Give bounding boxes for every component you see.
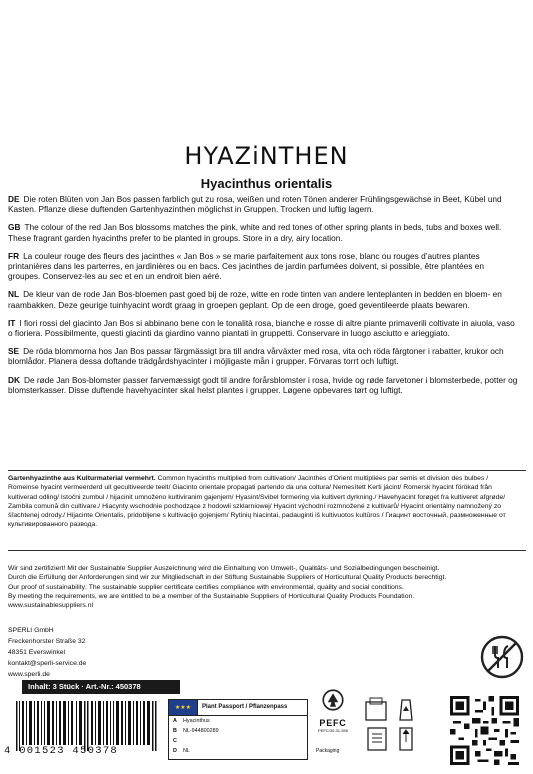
plant-passport [168,699,308,760]
plant-passport-row: B NL-944800289 [173,728,219,734]
recycling-icons [362,694,432,756]
plant-passport-header [169,700,307,716]
product-latin-name: Hyacinthus orientalis [200,176,333,191]
divider [8,470,526,471]
pefc-logo: PEFC PEFC/30-31-596 Packaging [314,688,352,758]
title-block [0,142,533,191]
plant-passport-row: A Hyacinthus [173,718,210,724]
plant-passport-row: D NL [173,748,190,754]
propagation-note: Gartenhyazinthe aus Kulturmaterial vermehrt. Common hyacinths multiplied from cultivation/ Jacinthes d’Orient multipliées par semis et division des bulbes / Romeinse hyacint vermeerderd uit gecultiveerde teelt/ Giacinto orientale propagati partendo da una coltura/ Nemesített Kerti jácint/ Romersk hyacint förökad från kultiverad odling/ Istočni zumbul / hijacinit umnoženo kultiviranim gajenjem/ Hyasint/Svibel formering via kultivert dyrkning./ Havehyacint forøget fra kultiveret afgrøde/ Zambila comună din cultivare./ Hiacynty wschodnie pochodzące z hodowli szklarniowej/ Hyacint východní rozmnožené z kultivarů/ Hyacint orientálny namnožený zo šľachtenej odrody./ Hijacinte Orientalis, pridobljene s kultivacijo gojenjem/ Rytinių hiacintai, padauginti iš kultivuotos kultūros / Гиацинт восточный, размноженные от культивированного развода. [8,475,506,529]
pefc-tree-icon [318,688,348,712]
qr-code [450,696,519,765]
certification-note: Wir sind zertifiziert! Mit der Sustainable Supplier Auszeichnung wird die Einhaltung von Umwelt-, Qualitäts- und Sozialbedingungen bescheinigt. Durch die Erfüllung der Anforderungen sind wir zur Mitgliedschaft in der Stiftung Sustainable Suppliers of Horticultural Quality Products berechtigt. Our proof of sustainability: The sustainable supplier certificate certifies compliance with environmental, quality and social conditions. By meeting the requirements, we are entitled to be a member of the Sustainable Suppliers of Horticultural Quality Products Foundation. www.sustainablesuppliers.nl [8,565,447,610]
no-eat-icon [479,634,525,680]
eu-flag-icon: ★★★ [169,700,198,715]
content-article-bar: Inhalt: 3 Stück · Art.-Nr.: 450378 [22,680,180,694]
lang-gb: GB The colour of the red Jan Bos blossoms matches the pink, white and red tones of other spring plants in beds, tubs and boxes well. These fragrant garden hyacinths prefer to be planted in groups. Store in a dry, airy location. [8,222,502,243]
barcode-number: 4 001523 450378 [4,745,119,757]
plant-passport-title: Plant Passport / Pflanzenpass [202,704,288,710]
product-title: HYAZiNTHEN [184,142,349,170]
lang-se: SE De röda blommorna hos Jan Bos passar färgmässigt bra till andra vårväxter med rosa, vita och röda färgtoner i rabatter, krukor och blomlådor. Planera dessa doftande trädgårdshyacinter i möjligaste mån i grupper. Förvaras torrt och luftigt. [8,346,504,367]
lang-it: IT I fiori rossi del giacinto Jan Bos si abbinano bene con le tonalità rosa, bianche e rosse di altre piante primaverili coltivate in aiuola, vaso o fioriera. Possibilmente, questi giacinti da giardino vanno piantati in gruppetti. Conservare in luogo asciutto e arieggiato. [8,317,515,339]
lang-fr: FR La couleur rouge des fleurs des jacinthes « Jan Bos » se marie parfaitement aux tons rose, blanc ou rouges d’autres plantes printanières dans les parterres, en jardinières ou en bacs. Ces jacinthes de jardin parfumées doivent, si possible, être plantées en groupes. Conservez-les au sec et en un endroit bien aéré. [8,250,484,282]
lang-dk: DK De røde Jan Bos-blomster passer farvemæssigt godt til andre forårsblomster i rosa, hvide og røde farvetoner i blomsterbede, potter og blomsterkasser. Disse duftende havehyacinter skal helst plantes i grupper. Løgene opbevares tørt og luftigt. [8,374,518,395]
plant-passport-row: C [173,738,177,744]
divider [8,550,526,551]
lang-nl: NL De kleur van de rode Jan Bos-bloemen past goed bij de roze, witte en rode tinten van andere lenteplanten in bedden en bloem- en raambakken. Deze geurige tuinhyacint wordt graag in groepen geplant. Op de een droge, goed geventileerde plaats bewaren. [8,289,502,310]
company-address: SPERLI GmbH Freckenhorster Straße 32 48351 Everswinkel kontakt@sperli-service.de www.sperli.de [8,627,87,678]
lang-de: DE Die roten Blüten von Jan Bos passen farblich gut zu rosa, weißen und roten Tönen anderer Frühlingsgewächse in Beet, Kübel und Kasten. Pflanze diese duftenden Gartenhyazinthen möglichst in Gruppen. Trocken und luftig lagern. [8,194,502,215]
language-descriptions [8,194,518,403]
